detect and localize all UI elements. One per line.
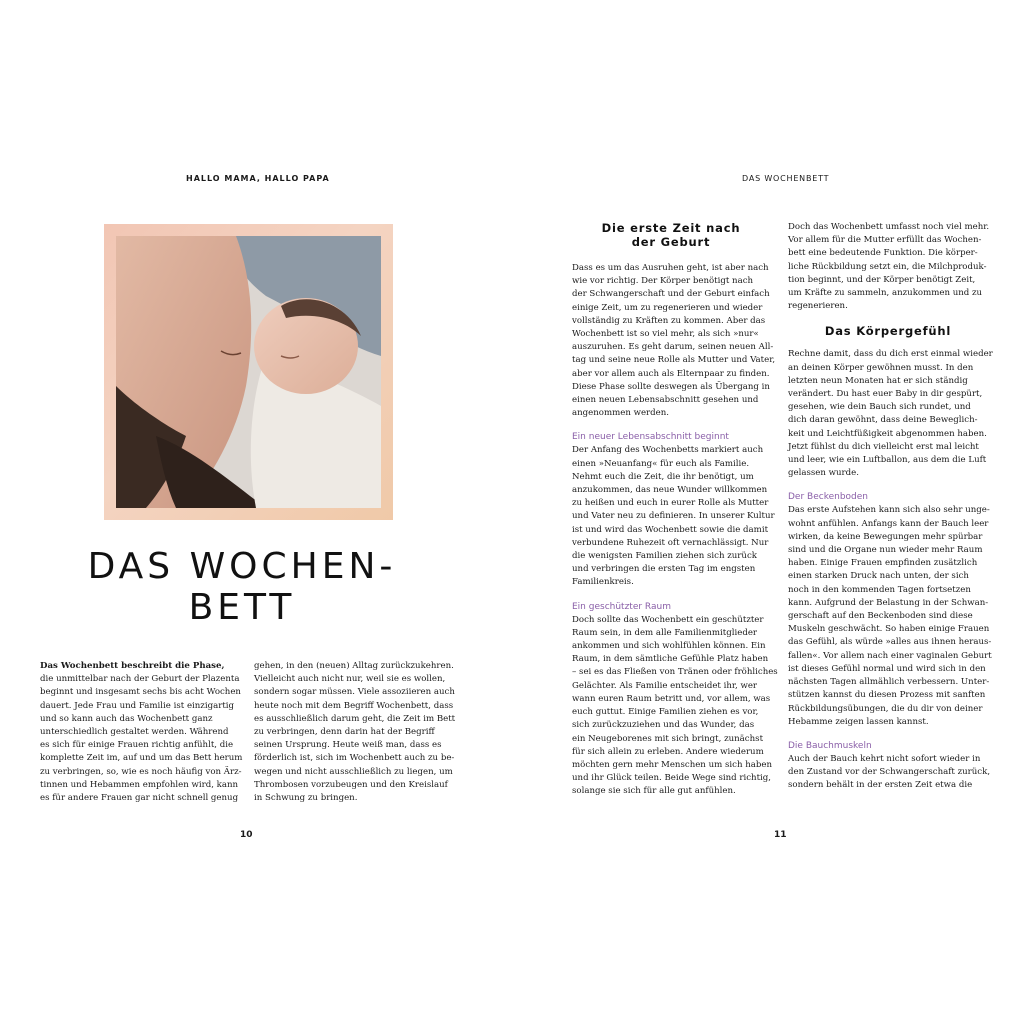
text-line: Auch der Bauch kehrt nicht sofort wieder in bbox=[788, 753, 981, 764]
text-line: wirken, da keine Bewegungen mehr spürbar bbox=[788, 531, 983, 542]
text-line: Hebamme zeigen lassen kannst. bbox=[788, 716, 929, 727]
text-line: zu verbringen, so, wie es noch häufig von Ärz- bbox=[40, 766, 242, 777]
text-line: es sich für einige Frauen richtig anfühlt, die bbox=[40, 740, 234, 751]
text-line: um Kräfte zu sammeln, anzukommen und zu bbox=[788, 288, 983, 299]
text-line: angenommen werden. bbox=[572, 408, 670, 419]
text-line: haben. Einige Frauen empfinden zusätzlich bbox=[788, 558, 978, 569]
text-line: zu verbringen, denn darin hat der Begriff bbox=[254, 727, 435, 738]
text-line: fallen«. Vor allem nach einer vaginalen Geburt bbox=[788, 650, 992, 661]
subheading-geschuetzter-raum: Ein geschützter Raum bbox=[572, 601, 671, 612]
text-line: Raum, in dem sämtliche Gefühle Platz haben bbox=[572, 654, 769, 665]
text-line: sind und die Organe nun wieder mehr Raum bbox=[788, 545, 983, 556]
text-line: einen neuen Lebensabschnitt gesehen und bbox=[572, 395, 759, 406]
text-line: euch guttut. Einige Familien ziehen es vor, bbox=[572, 707, 759, 718]
text-line: Das erste Aufstehen kann sich also sehr unge- bbox=[788, 505, 990, 516]
text-line: Jetzt fühlst du dich vielleicht erst mal leicht bbox=[788, 441, 979, 452]
chapter-title-line-2: BETT bbox=[188, 587, 296, 628]
subheading-bauchmuskeln: Die Bauchmuskeln bbox=[788, 740, 872, 751]
section-title-koerpergefuehl: Das Körpergefühl bbox=[824, 324, 952, 339]
text-line: es für andere Frauen gar nicht schnell genug bbox=[40, 793, 239, 804]
text-line: keit und Leichtfüßigkeit abgenommen haben. bbox=[788, 428, 987, 439]
text-line: stützen kannst du diesen Prozess mit sanften bbox=[788, 690, 986, 701]
mother-baby-photo bbox=[116, 236, 381, 508]
text-line: verbundene Ruhezeit oft vernachlässigt. Nur bbox=[572, 537, 769, 548]
text-line: Nehmt euch die Zeit, die ihr benötigt, um bbox=[572, 471, 754, 482]
text-line: letzten neun Monaten hat er sich ständig bbox=[788, 375, 968, 386]
text-line: Familienkreis. bbox=[572, 577, 634, 588]
left-column-1 bbox=[40, 660, 243, 805]
page-number-right: 11 bbox=[774, 830, 787, 840]
text-line: aber vor allem auch als Elternpaar zu finden. bbox=[572, 368, 770, 379]
photo-frame bbox=[104, 224, 393, 520]
text-line: liche Rückbildung setzt ein, die Milchproduk- bbox=[788, 261, 987, 272]
subheading-beckenboden: Der Beckenboden bbox=[788, 492, 868, 503]
text-line: – sei es das Fließen von Tränen oder fröhliches bbox=[572, 667, 778, 678]
text-line: tinnen und Hebammen empfohlen wird, kann bbox=[40, 779, 239, 790]
text-line: gelassen wurde. bbox=[788, 468, 859, 479]
text-line: ein Neugeborenes mit sich bringt, zunächst bbox=[572, 733, 764, 744]
text-line: und Vater neu zu definieren. In unserer Kultur bbox=[572, 511, 775, 522]
text-line: in Schwung zu bringen. bbox=[254, 793, 358, 804]
text-line: solange sie sich für alle gut anfühlen. bbox=[572, 786, 736, 797]
text-line: es ausschließlich darum geht, die Zeit im Bett bbox=[254, 713, 456, 724]
right-column-2 bbox=[788, 221, 993, 793]
section-title-line-1: Die erste Zeit nach bbox=[601, 221, 741, 235]
photo-illustration bbox=[116, 236, 381, 508]
text-line: wann euren Raum betritt und, vor allem, was bbox=[572, 693, 771, 704]
text-line: dauert. Jede Frau und Familie ist einzigartig bbox=[40, 700, 235, 711]
text-line: Vor allem für die Mutter erfüllt das Wochen- bbox=[788, 235, 982, 246]
subheading-neuer-lebensabschnitt: Ein neuer Lebensabschnitt beginnt bbox=[572, 432, 729, 443]
page-number-left: 10 bbox=[240, 830, 253, 840]
left-column-2 bbox=[254, 660, 456, 805]
text-line: für sich allein zu erleben. Andere wiederum bbox=[572, 746, 764, 757]
text-line: und so kann auch das Wochenbett ganz bbox=[40, 713, 213, 724]
text-line: einen starken Druck nach unten, der sich bbox=[788, 571, 969, 582]
text-line: wohnt anfühlen. Anfangs kann der Bauch leer bbox=[788, 518, 989, 529]
text-line: und leer, wie ein Luftballon, aus dem die Luft bbox=[788, 455, 987, 466]
running-head-left: HALLO MAMA, HALLO PAPA bbox=[186, 174, 330, 183]
text-line: der Schwangerschaft und der Geburt einfach bbox=[572, 289, 770, 300]
text-line: einen »Neuanfang« für euch als Familie. bbox=[572, 458, 750, 469]
text-line: Dass es um das Ausruhen geht, ist aber nach bbox=[572, 263, 769, 273]
text-line: gesehen, wie dein Bauch sich rundet, und bbox=[788, 402, 971, 413]
text-line: sich zurückzuziehen und das Wunder, das bbox=[572, 720, 755, 731]
text-line: Rechne damit, dass du dich erst einmal wieder bbox=[788, 349, 993, 360]
text-line: nächsten Tagen allmählich verbessern. Unter- bbox=[788, 677, 990, 688]
text-line: das Gefühl, als würde »alles aus ihnen heraus- bbox=[788, 637, 992, 648]
text-line: auszuruhen. Es geht darum, seinen neuen All- bbox=[572, 342, 774, 353]
text-line: vollständig zu Kräften zu kommen. Aber das bbox=[572, 315, 766, 326]
text-line: gerschaft auf den Beckenboden sind diese bbox=[788, 611, 973, 622]
text-line: Doch das Wochenbett umfasst noch viel mehr. bbox=[788, 222, 990, 232]
text-line: gehen, in den (neuen) Alltag zurückzukehren. bbox=[254, 661, 454, 671]
text-line: dich daran gewöhnt, dass deine Beweglich- bbox=[788, 415, 978, 426]
text-line: Muskeln geschwächt. So haben einige Frauen bbox=[788, 624, 990, 635]
text-line: noch in den kommenden Tagen fortsetzen bbox=[788, 584, 971, 595]
text-line: Der Anfang des Wochenbetts markiert auch bbox=[572, 445, 764, 456]
right-column-1 bbox=[572, 262, 778, 799]
text-line: Doch sollte das Wochenbett ein geschützter bbox=[572, 614, 764, 625]
text-line: Gelächter. Als Familie entscheidet ihr, wer bbox=[572, 680, 758, 691]
text-line: bett eine bedeutende Funktion. Die körper- bbox=[788, 248, 978, 259]
text-line: zu heißen und euch in eurer Rolle als Mutter bbox=[572, 498, 769, 509]
text-line: regenerieren. bbox=[788, 301, 848, 312]
text-line: wegen und nicht ausschließlich zu liegen, um bbox=[254, 766, 453, 777]
text-line: ist und wird das Wochenbett sowie die damit bbox=[572, 524, 769, 535]
running-head-right: DAS WOCHENBETT bbox=[742, 174, 830, 183]
text-line: ist dieses Gefühl normal und wird sich in den bbox=[788, 663, 986, 674]
text-line: möchten gern mehr Menschen um sich haben bbox=[572, 759, 773, 770]
text-line: seinen Ursprung. Heute weiß man, dass es bbox=[254, 740, 442, 751]
text-line: einige Zeit, um zu regenerieren und wieder bbox=[572, 302, 763, 313]
text-line: und verbringen die ersten Tag im engsten bbox=[572, 564, 756, 575]
text-line: wie vor richtig. Der Körper benötigt nach bbox=[572, 276, 754, 287]
text-line: die wenigsten Familien ziehen sich zurück bbox=[572, 551, 757, 562]
text-line: Vielleicht auch nicht nur, weil sie es wollen, bbox=[254, 674, 446, 685]
text-line: förderlich ist, sich im Wochenbett auch zu be- bbox=[254, 753, 455, 764]
section-title-erste-zeit bbox=[572, 221, 770, 249]
lead-sentence: Das Wochenbett beschreibt die Phase, bbox=[40, 661, 225, 671]
text-line: anzukommen, das neue Wunder willkommen bbox=[572, 485, 768, 496]
text-line: beginnt und insgesamt sechs bis acht Wochen bbox=[40, 687, 241, 698]
text-line: sondern sogar müssen. Viele assoziieren auch bbox=[254, 687, 455, 698]
text-line: Wochenbett ist so viel mehr, als sich »nur« bbox=[572, 329, 759, 340]
chapter-title-line-1: DAS WOCHEN- bbox=[87, 546, 397, 587]
text-line: kann. Aufgrund der Belastung in der Schwan- bbox=[788, 597, 989, 608]
text-line: ankommen und sich wohlfühlen können. Ein bbox=[572, 641, 766, 652]
text-line: an deinen Körper gewöhnen musst. In den bbox=[788, 362, 974, 373]
text-line: verändert. Du hast euer Baby in dir gespürt, bbox=[788, 389, 983, 400]
text-line: Diese Phase sollte deswegen als Übergang in bbox=[572, 381, 770, 392]
text-line: und ihr Glück teilen. Beide Wege sind richtig, bbox=[572, 773, 772, 784]
text-line: heute noch mit dem Begriff Wochenbett, dass bbox=[254, 700, 454, 711]
text-line: tag und seine neue Rolle als Mutter und Vater, bbox=[572, 355, 776, 366]
text-line: tion beginnt, und der Körper benötigt Zeit, bbox=[788, 274, 976, 285]
section-title-line-2: der Geburt bbox=[631, 235, 711, 249]
text-line: sondern behält in der ersten Zeit etwa die bbox=[788, 780, 973, 791]
text-line: Thrombosen vorzubeugen und den Kreislauf bbox=[254, 779, 448, 790]
text-line: unterschiedlich gestaltet werden. Während bbox=[40, 727, 229, 738]
text-line: Rückbildungsübungen, die du dir von deiner bbox=[788, 703, 983, 714]
text-line: komplette Zeit im, auf und um das Bett herum bbox=[40, 753, 243, 764]
text-line: den Zustand vor der Schwangerschaft zurück, bbox=[788, 767, 991, 778]
chapter-title bbox=[40, 546, 444, 628]
text-line: die unmittelbar nach der Geburt der Plazenta bbox=[40, 674, 240, 685]
text-line: Raum sein, in dem alle Familienmitglieder bbox=[572, 627, 758, 638]
